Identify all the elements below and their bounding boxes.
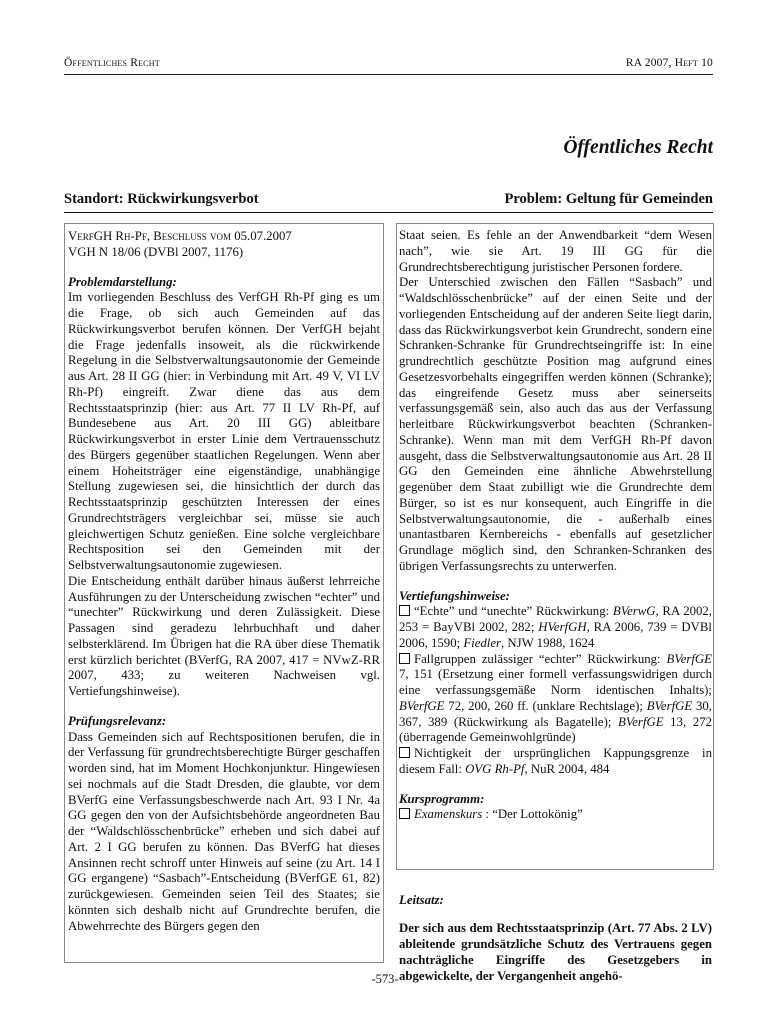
checkbox-icon <box>399 653 410 664</box>
problem-heading: Problem: Geltung für Gemeinden <box>504 191 713 207</box>
right-paragraph-1: Staat seien. Es fehle an der Anwendbarkeit “dem Wesen nach”, wie sie Art. 19 III GG für die Grundrechtsberechtigung juristischer Personen fordere. <box>399 228 712 274</box>
right-column <box>399 228 712 823</box>
kursprogramm-label: Kursprogramm: <box>399 791 485 806</box>
running-head-rule <box>64 74 713 75</box>
checkbox-icon <box>399 747 410 758</box>
checkbox-icon <box>399 808 410 819</box>
heading-rule <box>64 212 713 213</box>
problemdarstellung-paragraph-1: Im vorliegenden Beschluss des VerfGH Rh-Pf ging es um die Frage, ob sich auch Gemeinden auf das Rückwirkungsverbot berufen können. Der VerfGH bejaht die Frage jedenfalls insoweit, als die rückwirkende Regelung in die Selbstverwaltungsautonomie der Gemeinde aus Art. 28 II GG (hier: in Verbindung mit Art. 49 V, VI LV Rh-Pf) eingreift. Zwar diene das aus dem Rechtsstaatsprinzip (hier: aus Art. 77 II LV Rh-Pf, auf Bundesebene aus Art. 20 III GG) ableitbare Rückwirkungsverbot in erster Linie dem Vertrauensschutz des Bürgers gegenüber staatlichen Regelungen. Wenn aber einem Hoheitsträger eine eigenständige, unabhängige Stellung zugewiesen sei, die hinsichtlich der durch das Rechtsstaatsprinzip geschützten Interessen der eines Grundrechtsträgers vergleichbar sei, müsse sie auch gleichwertigen Schutz genießen. Eine solche vergleichbare Rechtsposition sei den Gemeinden mit der Selbstverwaltungsautonomie zugewiesen. <box>68 290 380 572</box>
kursprogramm-item: Examenskurs : “Der Lottokönig” <box>399 807 712 823</box>
section-title: Öffentliches Recht <box>563 137 713 158</box>
running-head <box>64 57 713 69</box>
court-reference: VerfGH Rh-Pf, Beschluss vom 05.07.2007 <box>68 229 292 243</box>
standort-heading: Standort: Rückwirkungsverbot <box>64 191 259 207</box>
pruefungsrelevanz-paragraph: Dass Gemeinden sich auf Rechtspositionen berufen, die in der Verfassung für grundrechtsberechtigte Bürger geschaffen worden sind, hat im Moment Hochkonjunktur. Hingewiesen sei nochmals auf die Stadt Dresden, die glaubte, vor dem BVerfG eine Verfassungsbeschwerde nach Art. 93 I Nr. 4a GG gegen den von der Aufsichtsbehörde angeordneten Bau der “Waldschlösschenbrücke” erheben und sich dabei auf Art. 2 I GG berufen zu können. Das BVerfG hat dieses Ansinnen recht schroff unter Hinweis auf seine (zu Art. 14 I GG ergangene) “Sasbach”-Entscheidung (BVerfGE 61, 82) zurückgewiesen. Gemeinden seien Teil des Staates; sie könnten sich deshalb nicht auf Grundrechte berufen, die Abwehrrechte des Bürgers gegen den <box>68 729 380 933</box>
vertiefung-label: Vertiefungshinweise: <box>399 588 510 603</box>
vertiefung-item-2: Fallgruppen zulässiger “echter” Rückwirkung: BVerfGE 7, 151 (Ersetzung einer formell verfassungswidrigen durch eine verfassungsgemäße Norm identischen Inhalts); BVerfGE 72, 200, 260 ff. (unklare Rechtslage); BVerfGE 30, 367, 389 (Rückwirkung als Bagatelle); BVerfGE 13, 272 (überragende Gemeinwohlgründe) <box>399 651 712 745</box>
right-paragraph-2: Der Unterschied zwischen den Fällen “Sasbach” und “Waldschlösschenbrücke” auf der einen Seite und der vorliegenden Entscheidung auf der anderen Seite liegt darin, dass das Rückwirkungsverbot kein Grundrecht, sondern eine Schranken-Schranke für Grundrechtseingriffe ist: In eine grundrechtlich geschützte Position mag aufgrund eines Gesetzesvorbehalts eingegriffen werden können (Schranke); das eingreifende Gesetz muss aber seinerseits verfassungsgemäß sein, also auch das aus der Verfassung herleitbare Rückwirkungsverbot beachten (Schranken-Schranke). Wenn man mit dem VerfGH Rh-Pf davon ausgeht, dass die Selbstverwaltungsautonomie aus Art. 28 II GG den Gemeinden eine ähnliche Abwehrstellung gegenüber dem Staat zubilligt wie die Grundrechte dem Bürger, so ist es nur konsequent, auch Eingriffe in die Selbstverwaltungsautonomie, die - außerhalb eines unantastbaren Kernbereichs - ebenfalls auf gesetzlicher Grundlage möglich sind, den Schranken-Schranken des übrigen Verfassungsrechts zu unterwerfen. <box>399 275 712 573</box>
checkbox-icon <box>399 605 410 616</box>
vertiefung-item-3: Nichtigkeit der ursprünglichen Kappungsgrenze in diesem Fall: OVG Rh-Pf, NuR 2004, 484 <box>399 746 712 776</box>
case-reference: VGH N 18/06 (DVBl 2007, 1176) <box>68 244 244 259</box>
running-head-right: RA 2007, Heft 10 <box>625 57 713 69</box>
problemdarstellung-paragraph-2: Die Entscheidung enthält darüber hinaus äußerst lehrreiche Ausführungen zu der Unterscheidung zwischen “echter” und “unechter” Rückwirkung und deren Zulässigkeit. Diese Passagen sind geradezu lehrbuchhaft und daher selbsterklärend. Im Übrigen hat die RA über diese Thematik erst kürzlich berichtet (BVerfG, RA 2007, 417 = NVwZ-RR 2007, 433; zu weiteren Nachweisen vgl. Vertiefungshinweise). <box>68 573 380 698</box>
vertiefung-item-1: “Echte” und “unechte” Rückwirkung: BVerwG, RA 2002, 253 = BayVBl 2002, 282; HVerfGH, RA 2006, 739 = DVBl 2006, 1590; Fiedler, NJW 1988, 1624 <box>399 604 712 650</box>
running-head-left: Öffentliches Recht <box>64 57 160 69</box>
left-column <box>64 223 384 963</box>
problemdarstellung-label: Problemdarstellung: <box>68 274 177 289</box>
leitsatz-text: Der sich aus dem Rechtsstaatsprinzip (Art. 77 Abs. 2 LV) ableitende grundsätzliche Schutz des Vertrauens gegen nachträgliche Eingriffe des Gesetzgebers in abgewickelte, der Vergangenheit angehö- <box>399 921 712 983</box>
leitsatz-label: Leitsatz: <box>399 892 444 907</box>
page-number: -573- <box>371 972 399 986</box>
pruefungsrelevanz-label: Prüfungsrelevanz: <box>68 713 167 728</box>
